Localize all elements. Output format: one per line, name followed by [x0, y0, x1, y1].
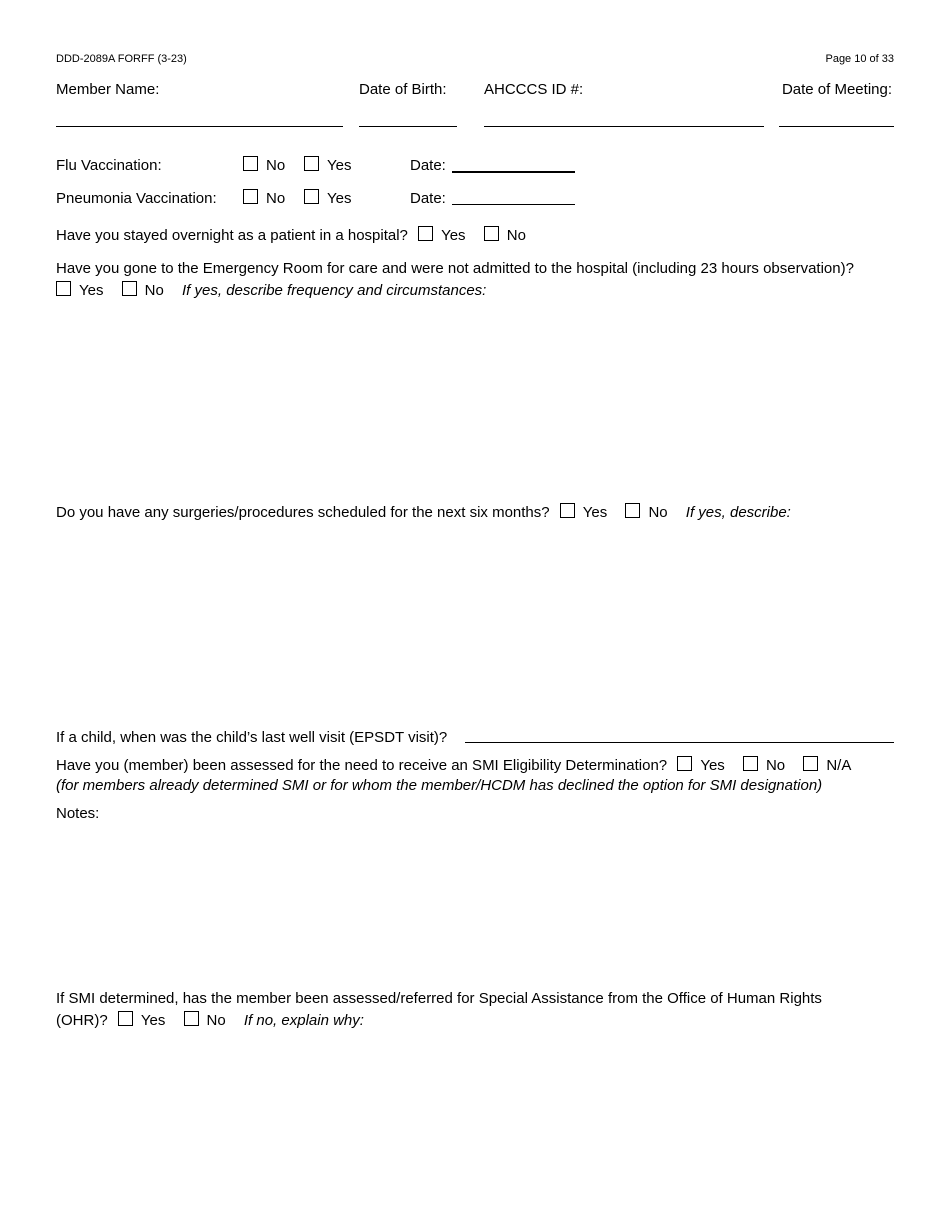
hospital-no-checkbox[interactable]: [484, 226, 499, 241]
surgery-yes-checkbox[interactable]: [560, 503, 575, 518]
pneumonia-yes-option: [304, 189, 351, 207]
ohr-no-label: No: [206, 1012, 226, 1029]
ohr-no-option: [184, 1011, 226, 1029]
smi-yes-label: Yes: [700, 757, 725, 774]
dob-field[interactable]: [359, 126, 457, 127]
pneumonia-no-option: [243, 189, 285, 207]
hospital-no-label: No: [506, 227, 526, 244]
er-description-area[interactable]: [56, 305, 894, 495]
pneumonia-vaccination-label: Pneumonia Vaccination:: [56, 190, 217, 207]
smi-question: Have you (member) been assessed for the need to receive an SMI Eligibility Determination?: [56, 757, 668, 774]
surgery-question: Do you have any surgeries/procedures scheduled for the next six months?: [56, 504, 550, 521]
smi-na-checkbox[interactable]: [803, 756, 818, 771]
pneumonia-date-label: Date:: [410, 190, 446, 207]
meeting-date-field[interactable]: [779, 126, 894, 127]
ahcccs-id-field[interactable]: [484, 126, 764, 127]
surgery-description-area[interactable]: [56, 528, 894, 718]
ohr-no-checkbox[interactable]: [184, 1011, 199, 1026]
hospital-yes-option: [418, 226, 465, 244]
er-instruction: If yes, describe frequency and circumstances:: [182, 282, 487, 299]
pneumonia-date-field[interactable]: [452, 204, 575, 205]
ahcccs-id-label: AHCCCS ID #:: [484, 81, 584, 98]
er-question: Have you gone to the Emergency Room for care and were not admitted to the hospital (including 23 hours observation)?: [56, 260, 854, 277]
flu-date-field[interactable]: [452, 171, 575, 173]
smi-notes-area[interactable]: [56, 828, 894, 978]
pneumonia-no-checkbox[interactable]: [243, 189, 258, 204]
well-visit-field[interactable]: [465, 742, 894, 743]
surgery-yes-option: [560, 503, 607, 521]
smi-na-option: [803, 756, 851, 774]
member-name-label: Member Name:: [56, 81, 160, 98]
surgery-no-label: No: [648, 504, 668, 521]
ohr-yes-label: Yes: [140, 1012, 166, 1029]
er-no-label: No: [144, 282, 164, 299]
surgery-yes-label: Yes: [582, 504, 608, 521]
hospital-question: Have you stayed overnight as a patient in a hospital?: [56, 227, 408, 244]
surgery-no-checkbox[interactable]: [625, 503, 640, 518]
er-yes-option: [56, 281, 103, 299]
smi-question-row: [56, 756, 851, 774]
ohr-question-line1: If SMI determined, has the member been assessed/referred for Special Assistance from the Office of Human Rights: [56, 990, 822, 1007]
hospital-question-row: [56, 226, 526, 244]
ohr-yes-checkbox[interactable]: [118, 1011, 133, 1026]
flu-vaccination-label: Flu Vaccination:: [56, 157, 162, 174]
surgery-question-row: [56, 503, 791, 521]
page-number: Page 10 of 33: [825, 53, 894, 65]
er-no-option: [122, 281, 164, 299]
hospital-yes-checkbox[interactable]: [418, 226, 433, 241]
ohr-instruction: If no, explain why:: [243, 1012, 364, 1029]
smi-no-checkbox[interactable]: [743, 756, 758, 771]
flu-no-checkbox[interactable]: [243, 156, 258, 171]
ohr-yes-option: [118, 1011, 165, 1029]
notes-label: Notes:: [56, 805, 100, 822]
smi-note: (for members already determined SMI or for whom the member/HCDM has declined the option for SMI designation): [56, 777, 823, 794]
pneumonia-yes-label: Yes: [327, 190, 352, 207]
er-no-checkbox[interactable]: [122, 281, 137, 296]
meeting-date-label: Date of Meeting:: [781, 81, 892, 98]
surgery-instruction: If yes, describe:: [685, 504, 791, 521]
flu-date-label: Date:: [410, 157, 446, 174]
member-name-field[interactable]: [56, 126, 343, 127]
flu-no-option: [243, 156, 285, 174]
ohr-explanation-area[interactable]: [56, 1036, 894, 1206]
flu-yes-checkbox[interactable]: [304, 156, 319, 171]
er-yes-checkbox[interactable]: [56, 281, 71, 296]
er-yes-label: Yes: [79, 282, 104, 299]
smi-yes-checkbox[interactable]: [677, 756, 692, 771]
smi-yes-option: [677, 756, 724, 774]
hospital-no-option: [484, 226, 526, 244]
ohr-options-row: [56, 1011, 364, 1029]
er-options-row: [56, 281, 486, 299]
smi-na-label: N/A: [826, 757, 852, 774]
pneumonia-yes-checkbox[interactable]: [304, 189, 319, 204]
pneumonia-no-label: No: [266, 190, 286, 207]
hospital-yes-label: Yes: [441, 227, 466, 244]
dob-label: Date of Birth:: [359, 81, 447, 98]
surgery-no-option: [625, 503, 667, 521]
flu-no-label: No: [266, 157, 286, 174]
form-id: DDD-2089A FORFF (3-23): [56, 53, 187, 65]
flu-yes-label: Yes: [327, 157, 352, 174]
smi-no-option: [743, 756, 785, 774]
flu-yes-option: [304, 156, 351, 174]
well-visit-question: If a child, when was the child’s last well visit (EPSDT visit)?: [56, 729, 448, 746]
ohr-question-prefix: (OHR)?: [56, 1012, 108, 1029]
smi-no-label: No: [765, 757, 786, 774]
